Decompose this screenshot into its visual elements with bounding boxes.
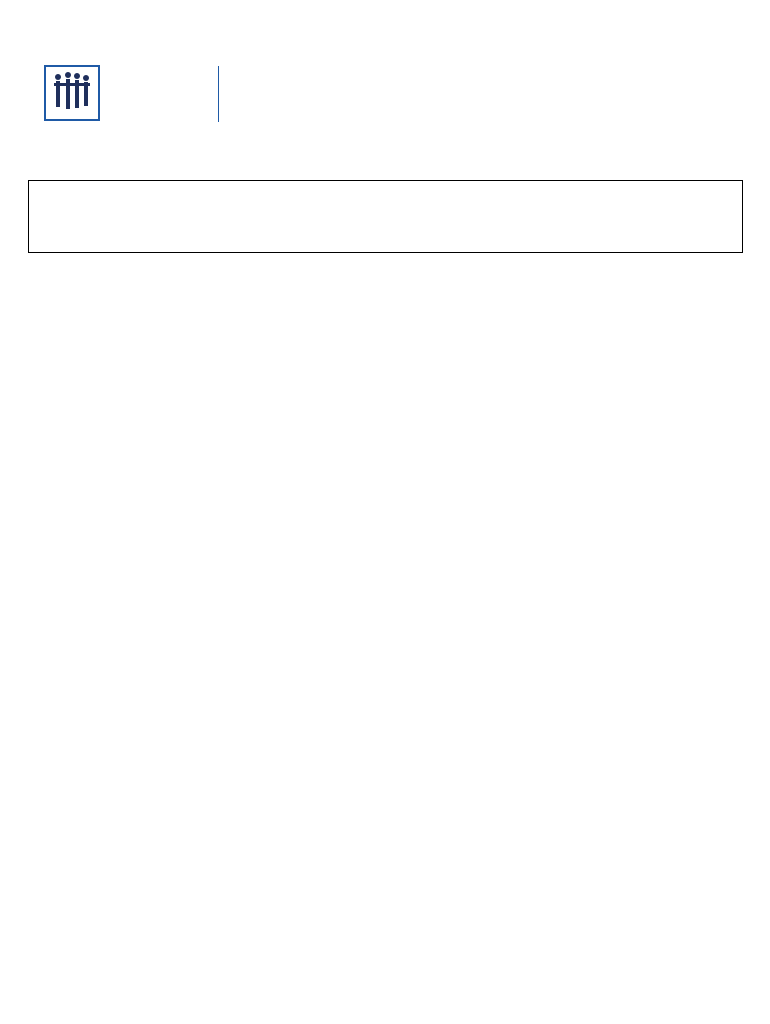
cbe-logo-icon [44, 65, 100, 121]
info-box [28, 180, 743, 253]
logo-divider [218, 66, 219, 122]
